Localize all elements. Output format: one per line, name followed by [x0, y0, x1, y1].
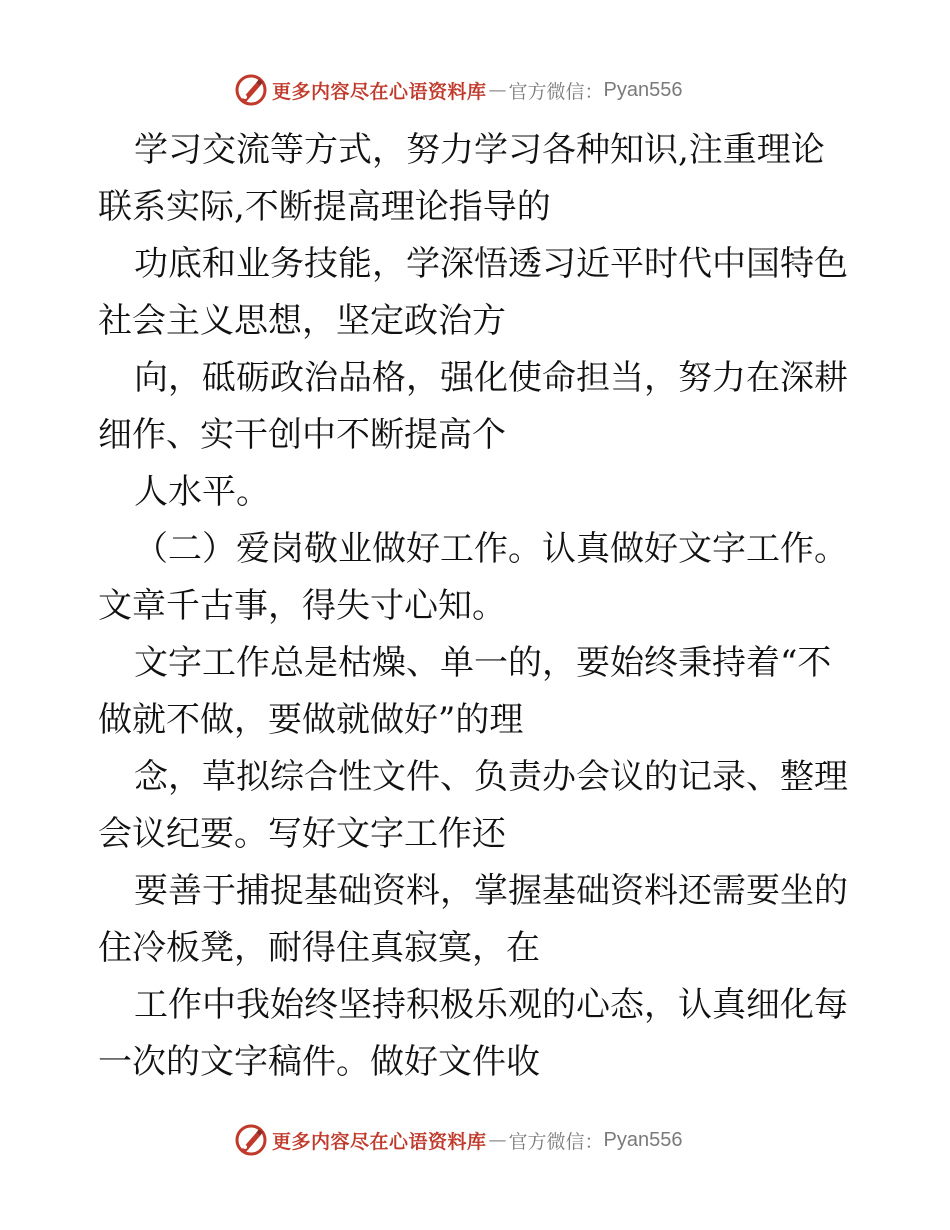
text-line: 功底和业务技能，学深悟透习近平时代中国特色	[134, 244, 848, 284]
pen-logo-icon	[234, 73, 268, 107]
banner-wechat-id: Pyan556	[603, 1128, 683, 1151]
text-line: 会议纪要。写好文字工作还	[98, 814, 506, 854]
text-line: （二）爱岗敬业做好工作。认真做好文字工作。	[134, 529, 848, 569]
banner-wechat-label: 官方微信：	[508, 1130, 604, 1153]
banner-brand-text: 更多内容尽在心语资料库	[272, 80, 487, 103]
text-line: 人水平。	[134, 472, 270, 512]
text-line: 一次的文字稿件。做好文件收	[98, 1042, 540, 1082]
banner-wechat-label: 官方微信：	[508, 80, 604, 103]
text-line: 要善于捕捉基础资料，掌握基础资料还需要坐的	[134, 871, 848, 911]
text-line: 社会主义思想，坚定政治方	[98, 301, 506, 341]
banner-dash: —	[488, 1129, 507, 1151]
banner-dash: —	[488, 79, 507, 101]
text-line: 念，草拟综合性文件、负责办会议的记录、整理	[134, 757, 848, 797]
footer-watermark-banner	[234, 1122, 714, 1158]
text-line: 联系实际,不断提高理论指导的	[98, 187, 551, 227]
text-line: 文章千古事，得失寸心知。	[98, 586, 506, 626]
banner-wechat-id: Pyan556	[603, 78, 683, 101]
text-line: 工作中我始终坚持积极乐观的心态，认真细化每	[134, 985, 848, 1025]
banner-brand-text: 更多内容尽在心语资料库	[272, 1130, 487, 1153]
text-line: 向，砥砺政治品格，强化使命担当，努力在深耕	[134, 358, 848, 398]
document-body	[98, 122, 858, 1091]
text-line: 做就不做，要做就做好”的理	[98, 700, 524, 740]
header-watermark-banner	[234, 72, 714, 108]
text-line: 学习交流等方式，努力学习各种知识,注重理论	[134, 130, 825, 170]
text-line: 细作、实干创中不断提高个	[98, 415, 506, 455]
text-line: 文字工作总是枯燥、单一的，要始终秉持着“不	[134, 643, 832, 683]
text-line: 住冷板凳，耐得住真寂寞，在	[98, 928, 540, 968]
pen-logo-icon	[234, 1123, 268, 1157]
